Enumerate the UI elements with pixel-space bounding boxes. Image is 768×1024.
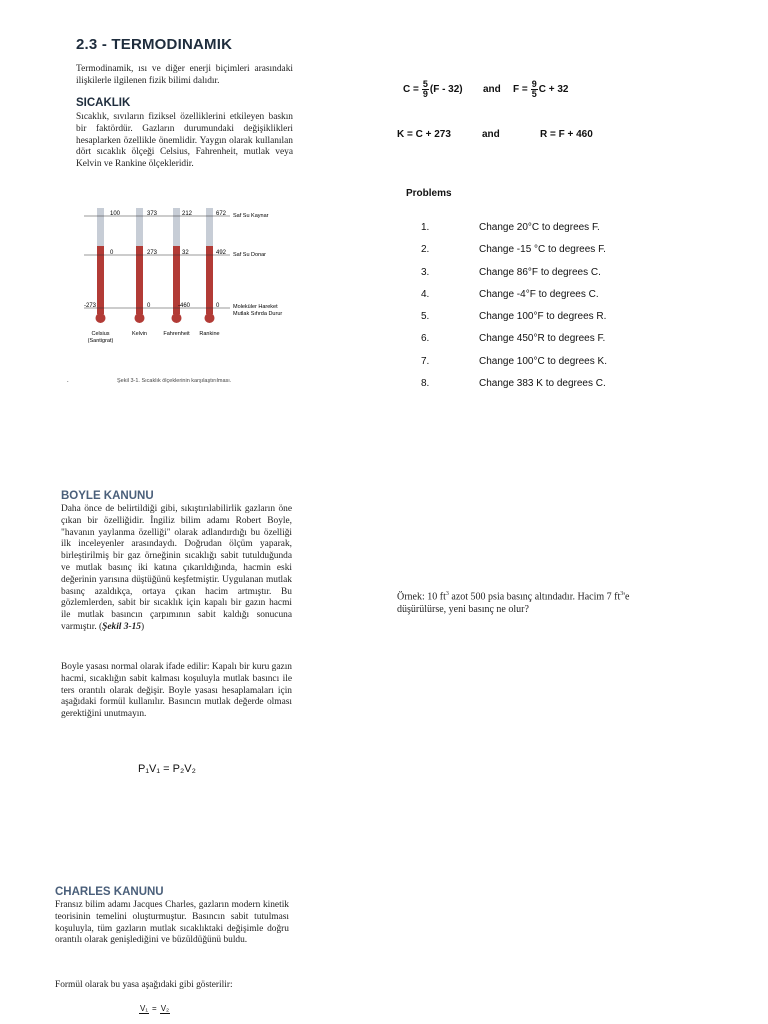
formula-c-from-f: C = $\frac{5}{9}$ (F - 32) bbox=[403, 79, 463, 99]
problem-item: 2. Change -15 °C to degrees F. bbox=[421, 244, 606, 256]
formula-kelvin: K = C + 273 bbox=[397, 129, 451, 140]
kelvin-top: 373 bbox=[147, 211, 158, 217]
figure-bullet: . bbox=[67, 378, 69, 384]
rankine-mid: 492 bbox=[216, 250, 227, 256]
label-freezing: Saf Su Donar bbox=[233, 252, 267, 258]
rankine-top: 672 bbox=[216, 211, 227, 217]
figure-caption: Şekil 3-1. Sıcaklık ölçeklerinin karşılaştırılması. bbox=[117, 378, 232, 384]
problem-item: 5. Change 100°F to degrees R. bbox=[421, 311, 607, 323]
sicaklik-heading: SICAKLIK bbox=[76, 97, 131, 109]
fahrenheit-top: 212 bbox=[182, 211, 193, 217]
fahrenheit-bottom: -460 bbox=[178, 303, 191, 309]
charles-paragraph-1: Fransız bilim adamı Jacques Charles, gazların modern kinetik teorisinin temelini oluşturmuştur. Basıncın sabit tutulması koşuluyla, tüm gazların mutlak sıcaklıktaki değişimle doğru orantılı olarak genişlediğini ve büzüldüğünü buldu. bbox=[55, 900, 289, 946]
label-boiling: Saf Su Kaynar bbox=[233, 213, 269, 219]
celsius-bottom: -273 bbox=[84, 303, 97, 309]
problem-item: 1. Change 20°C to degrees F. bbox=[421, 222, 600, 233]
boyle-paragraph-1: Daha önce de belirtildiği gibi, sıkıştırılabilirlik gazların öne çıkan bir özelliğidir. İngiliz bilim adamı Robert Boyle, "havanın yaylanma özelliği" olarak adlandırdığı bu özelliği ilk inceleyenler arasındaydı. Doğrudan ölçüm yaparak, birleştirilmiş bir gaz örneğinin sıcaklığı sabit tutulduğunda ve mutlak basınç iki katına çıkarıldığında, hacmin eski değerinin yarısına düştüğünü keşfetmiştir. Uygulanan mutlak basınç azaldıkça, ortaya çıkan hacim artmıştır. Bu gözlemlerden, sabit bir sıcaklık için kapalı bir gazın hacmi ile mutlak basıncın çarpımının sabit kaldığı sonucuna varmıştır. (Şekil 3-15) bbox=[61, 504, 292, 632]
thermometer-rankine bbox=[205, 208, 215, 323]
problem-item: 4. Change -4°F to degrees C. bbox=[421, 288, 599, 300]
boyle-formula: P₁V₁ = P₂V₂ bbox=[138, 763, 196, 775]
charles-formula: V₁ = V₂ bbox=[140, 1004, 170, 1013]
problems-heading: Problems bbox=[406, 188, 452, 199]
kelvin-mid: 273 bbox=[147, 250, 158, 256]
charles-heading: CHARLES KANUNU bbox=[55, 886, 164, 898]
scale-name-fahrenheit: Fahrenheit bbox=[163, 331, 190, 337]
thermometer-kelvin bbox=[135, 208, 145, 323]
example-text: Örnek: 10 $ft^3$ azot 500 psia basınç altındadır. Hacim 7 $ft^3'e$ düşürülürse, yeni basınç ne olur? bbox=[397, 591, 630, 615]
fahrenheit-mid: 32 bbox=[182, 250, 189, 256]
thermometer-celsius bbox=[96, 208, 106, 323]
problems-list bbox=[421, 222, 721, 400]
formula-and-2: and bbox=[482, 129, 500, 140]
problem-item: 3. Change 86°F to degrees C. bbox=[421, 266, 601, 278]
rankine-bottom: 0 bbox=[216, 303, 220, 309]
formula-rankine: R = F + 460 bbox=[540, 129, 593, 140]
sicaklik-paragraph: Sıcaklık, sıvıların fiziksel özelliklerini etkileyen baskın bir faktördür. Gazların durumundaki değişiklikleri hesaplarken özellikle önemlidir. Yaygın olarak kullanılan dört sıcaklık ölçeği Celsius, Fahrenheit, mutlak veya Kelvin ve Rankine ölçekleridir. bbox=[76, 112, 293, 170]
problem-item: 7. Change 100°C to degrees K. bbox=[421, 355, 607, 367]
charles-paragraph-2: Formül olarak bu yasa aşağıdaki gibi gösterilir: bbox=[55, 980, 233, 990]
scale-name-kelvin: Kelvin bbox=[132, 331, 147, 337]
scale-sub-celsius: (Santigrat) bbox=[87, 338, 114, 344]
problem-item: 6. Change 450°R to degrees F. bbox=[421, 333, 606, 345]
scale-name-celsius: Celsius bbox=[91, 331, 110, 337]
page-title: 2.3 - TERMODINAMIK bbox=[76, 36, 233, 53]
temperature-scales-figure bbox=[67, 200, 310, 390]
celsius-top: 100 bbox=[110, 211, 121, 217]
label-absolute-zero-1: Moleküler Hareket bbox=[233, 304, 278, 310]
formula-and-1: and bbox=[483, 84, 501, 95]
kelvin-bottom: 0 bbox=[147, 303, 151, 309]
intro-paragraph: Termodinamik, ısı ve diğer enerji biçimleri arasındaki ilişkilerle ilgilenen fizik bilimi dalıdır. bbox=[76, 64, 293, 86]
scale-name-rankine: Rankine bbox=[199, 331, 220, 337]
formula-f-from-c: F = $\frac{9}{5}$ C + 32 bbox=[513, 79, 569, 99]
boyle-paragraph-2: Boyle yasası normal olarak ifade edilir: Kapalı bir kuru gazın hacmi, sıcaklığın sabit kalması koşuluyla mutlak basıncı ile ters orantılı olarak değişir. Boyle yasası hesaplamaları için aşağıdaki formül kullanılır. Basıncın mutlak değerde olması gerektiğini unutmayın. bbox=[61, 662, 292, 720]
label-absolute-zero-2: Mutlak Sıfırda Durur bbox=[233, 311, 283, 317]
celsius-mid: 0 bbox=[110, 250, 114, 256]
problem-item: 8. Change 383 K to degrees C. bbox=[421, 378, 606, 390]
boyle-heading: BOYLE KANUNU bbox=[61, 490, 154, 502]
